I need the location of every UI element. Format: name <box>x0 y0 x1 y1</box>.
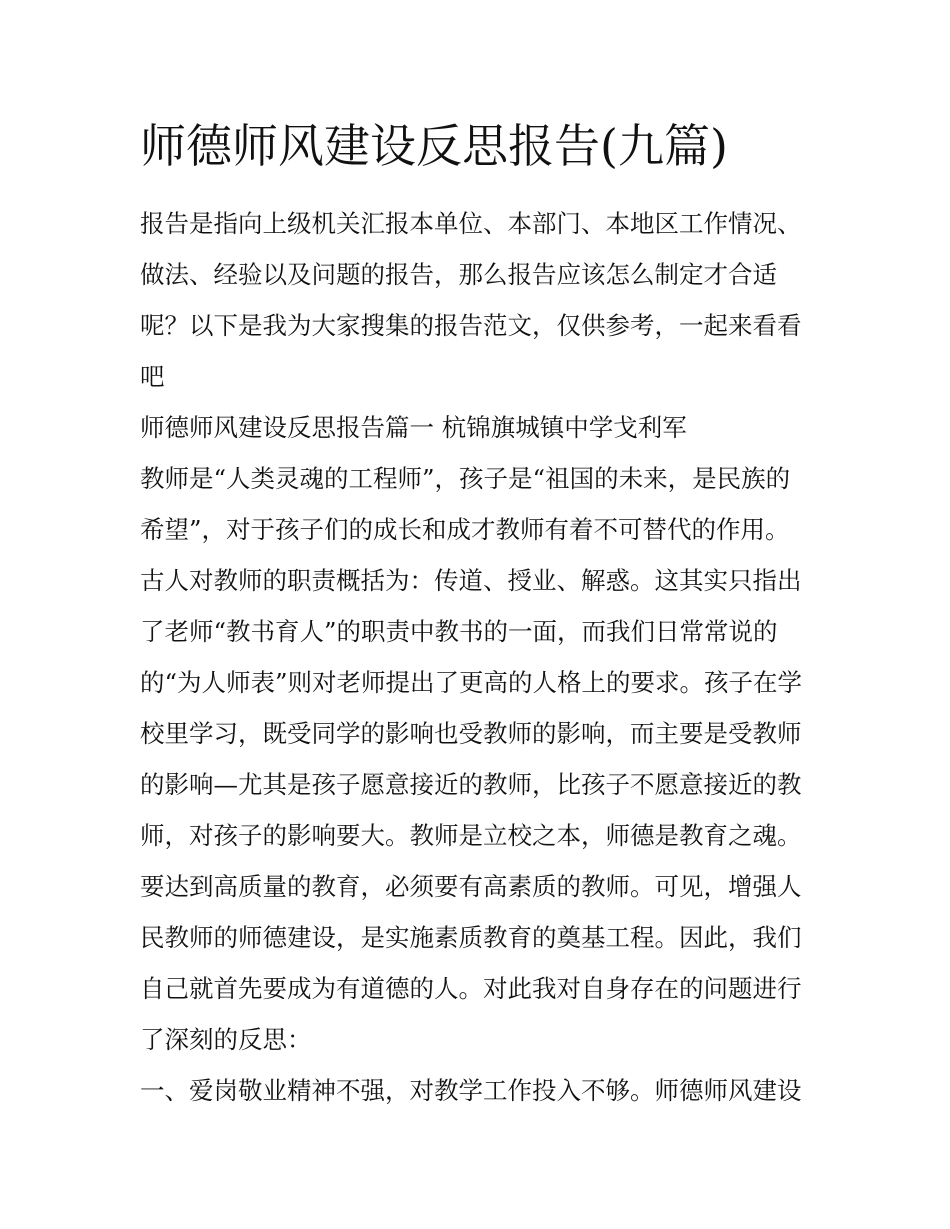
body-line: 自己就首先要成为有道德的人。对此我对自身存在的问题进行 <box>140 974 802 1003</box>
body-line: 民教师的师德建设，是实施素质教育的奠基工程。因此，我们 <box>140 923 802 952</box>
body-line: 做法、经验以及问题的报告，那么报告应该怎么制定才合适 <box>140 260 777 289</box>
body-line: 了深刻的反思： <box>140 1025 312 1054</box>
body-line: 报告是指向上级机关汇报本单位、本部门、本地区工作情况、 <box>140 209 802 238</box>
document-title: 师德师风建设反思报告(九篇) <box>140 119 728 173</box>
document-body <box>140 198 820 1116</box>
body-line: 古人对教师的职责概括为：传道、授业、解惑。这其实只指出 <box>140 566 802 595</box>
body-line: 呢？以下是我为大家搜集的报告范文，仅供参考，一起来看看 <box>140 311 802 340</box>
body-line: 一、爱岗敬业精神不强，对教学工作投入不够。师德师风建设 <box>140 1076 802 1105</box>
section-heading: 师德师风建设反思报告篇一 杭锦旗城镇中学戈利军 <box>140 413 687 442</box>
body-line: 希望”，对于孩子们的成长和成才教师有着不可替代的作用。 <box>140 515 790 544</box>
body-line: 校里学习，既受同学的影响也受教师的影响，而主要是受教师 <box>140 719 802 748</box>
body-line: 师，对孩子的影响要大。教师是立校之本，师德是教育之魂。 <box>140 821 802 850</box>
body-line: 了老师“教书育人”的职责中教书的一面，而我们日常常说的 <box>140 617 778 646</box>
body-line: 的“为人师表”则对老师提出了更高的人格上的要求。孩子在学 <box>140 668 803 697</box>
body-line: 的影响—尤其是孩子愿意接近的教师，比孩子不愿意接近的教 <box>140 770 802 799</box>
body-line: 吧 <box>140 362 165 391</box>
body-line: 要达到高质量的教育，必须要有高素质的教师。可见，增强人 <box>140 872 802 901</box>
body-line: 教师是“人类灵魂的工程师”，孩子是“祖国的未来，是民族的 <box>140 464 791 493</box>
